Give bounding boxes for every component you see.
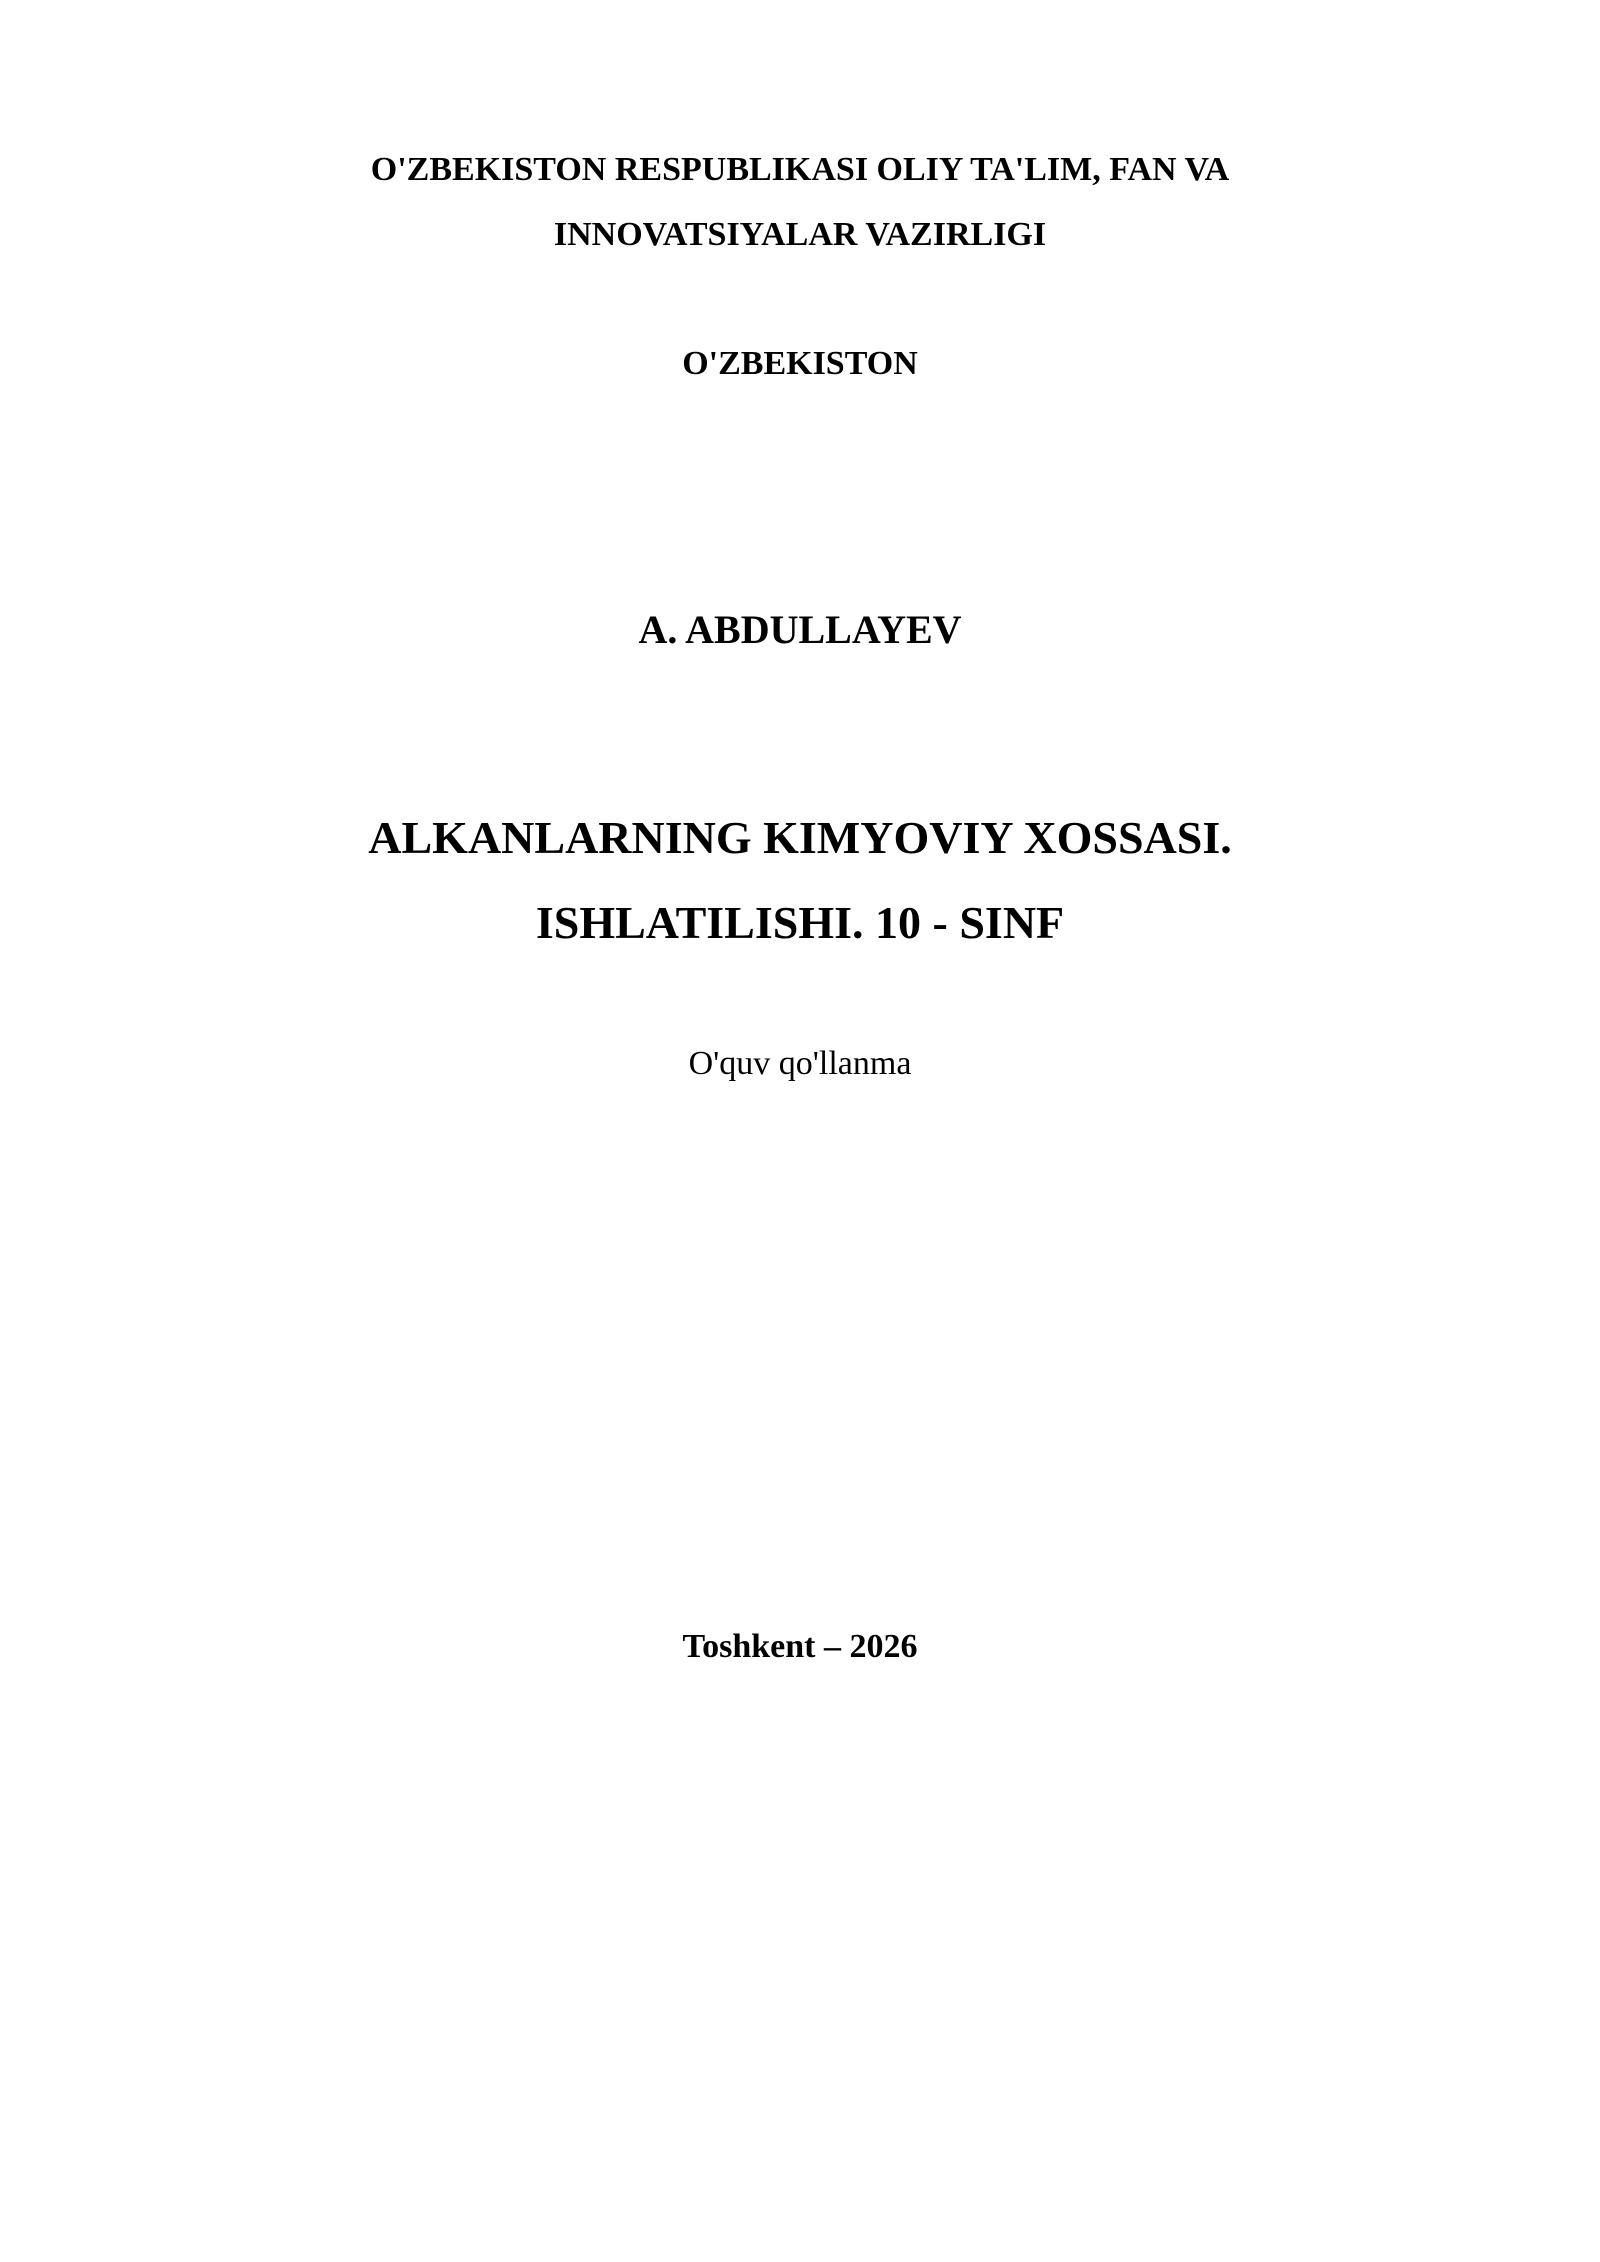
ministry-heading-line-1: O'ZBEKISTON RESPUBLIKASI OLIY TA'LIM, FAN VA: [370, 151, 1230, 188]
place-and-year: Toshkent – 2026: [682, 1628, 918, 1665]
document-title-line-2: ISHLATILISHI. 10 - SINF: [535, 897, 1065, 948]
document-subtitle: O'quv qo'llanma: [688, 1045, 912, 1082]
ministry-heading-line-2: INNOVATSIYALAR VAZIRLIGI: [553, 216, 1047, 253]
document-title-line-1: ALKANLARNING KIMYOVIY XOSSASI.: [368, 812, 1232, 863]
author-name: A. ABDULLAYEV: [638, 607, 962, 652]
country-heading: O'ZBEKISTON: [682, 345, 918, 382]
